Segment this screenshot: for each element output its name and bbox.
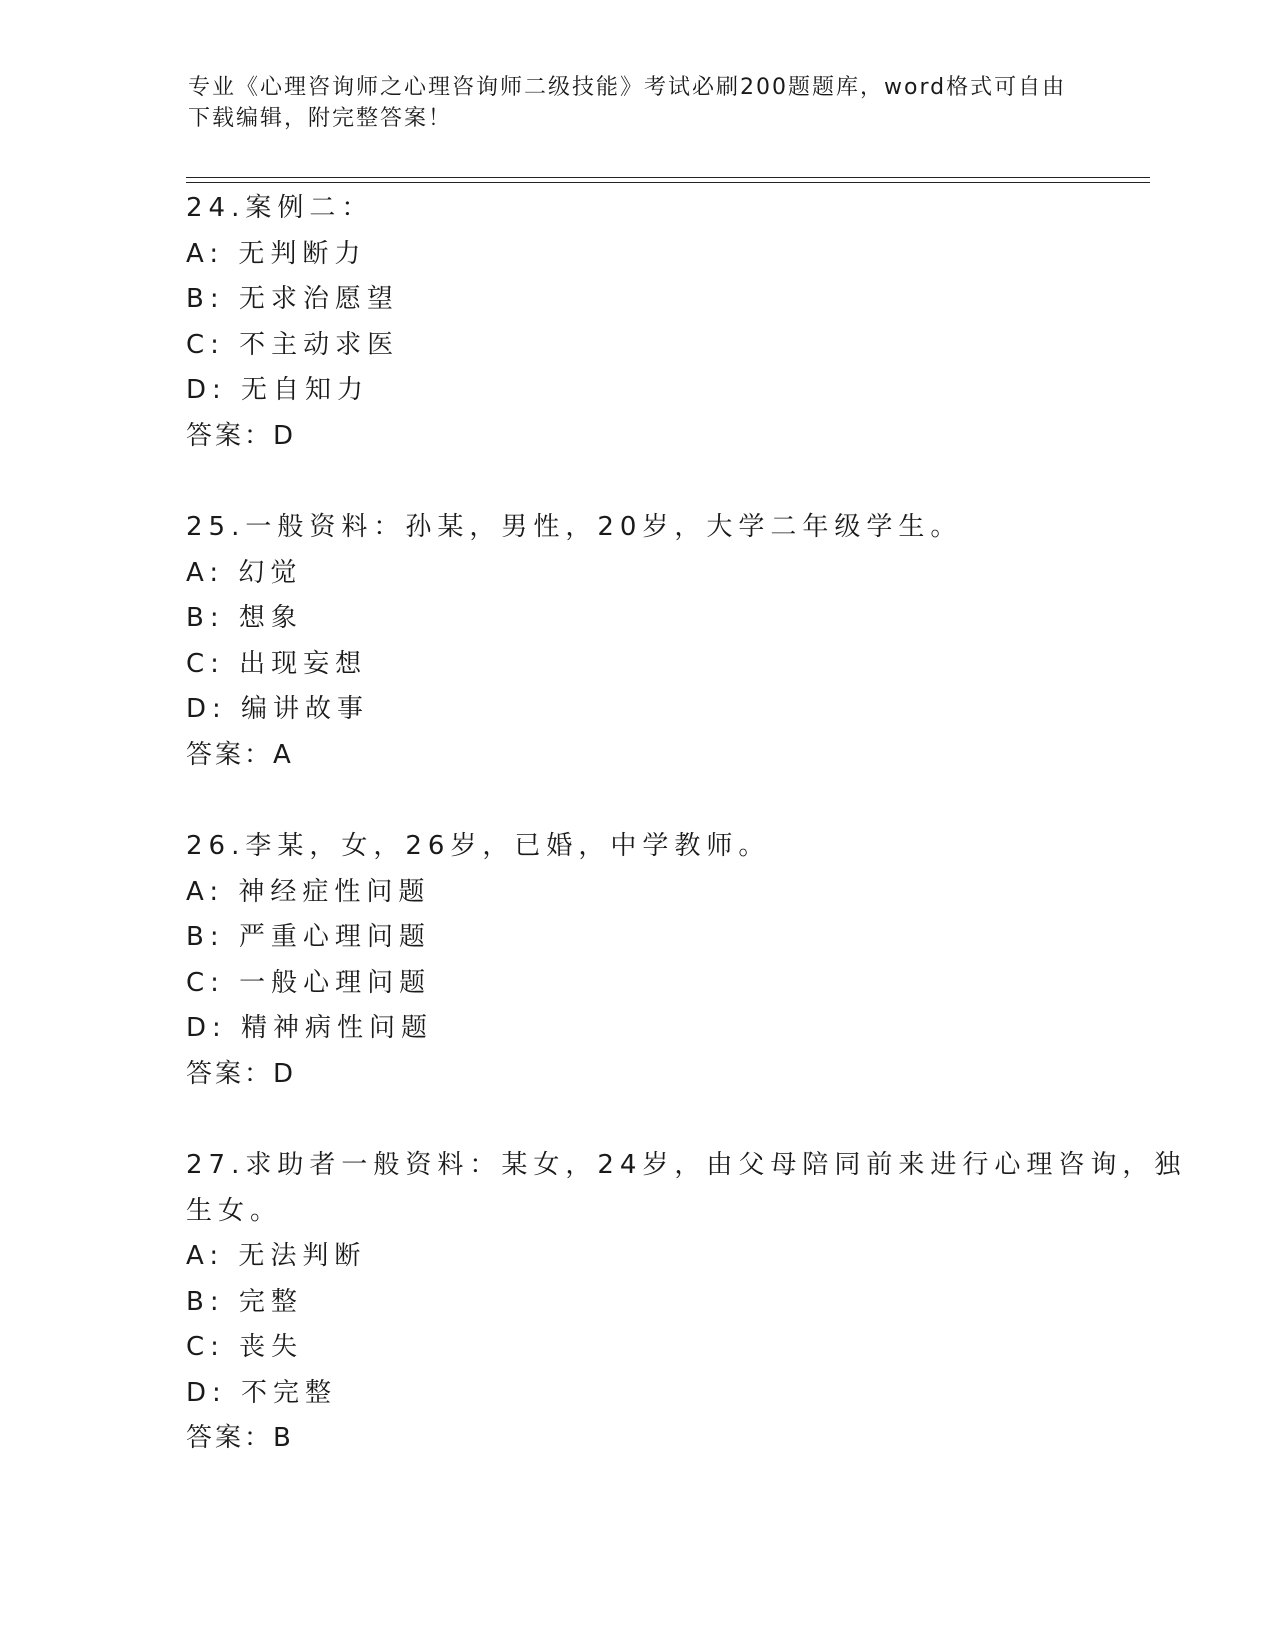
header-text: 专业《心理咨询师之心理咨询师二级技能》考试必刷200题题库，word格式可自由下载编辑，附完整答案！ (188, 75, 1067, 131)
question-stem-line-1: 27.求助者一般资料：某女，24岁，由父母陪同前来进行心理咨询，独 (186, 1150, 1187, 1180)
answer-label: 答案：A (186, 739, 294, 770)
answer-label: 答案：D (186, 1058, 297, 1089)
question-stem-line-2: 生女。 (186, 1195, 283, 1226)
question-26 (186, 824, 1086, 1097)
option-a: A: 无判断力 (186, 238, 367, 269)
option-c: C: 丧失 (186, 1332, 304, 1362)
answer-label: 答案：D (186, 420, 297, 451)
question-stem: 25.一般资料：孙某，男性，20岁，大学二年级学生。 (186, 512, 963, 542)
option-b: B: 想象 (186, 603, 303, 633)
option-d: D: 编讲故事 (186, 694, 370, 724)
option-a: A: 神经症性问题 (186, 876, 431, 907)
question-27 (186, 1143, 1187, 1462)
option-c: C: 出现妄想 (186, 648, 368, 679)
question-24 (186, 186, 1086, 459)
document-header (188, 72, 1068, 134)
option-b: B: 完整 (186, 1286, 303, 1317)
question-stem: 26.李某，女，26岁，已婚，中学教师。 (186, 831, 771, 861)
option-a: A: 幻觉 (186, 557, 303, 588)
header-divider-bottom (186, 182, 1150, 183)
question-stem: 24.案例二： (186, 193, 374, 223)
header-divider-top (186, 177, 1150, 178)
option-d: D: 无自知力 (186, 375, 370, 405)
option-c: C: 不主动求医 (186, 329, 400, 360)
question-25 (186, 505, 1086, 778)
option-d: D: 精神病性问题 (186, 1013, 434, 1043)
option-a: A: 无法判断 (186, 1241, 367, 1271)
option-d: D: 不完整 (186, 1377, 338, 1408)
option-c: C: 一般心理问题 (186, 967, 432, 998)
option-b: B: 无求治愿望 (186, 284, 399, 314)
answer-label: 答案：B (186, 1423, 294, 1453)
option-b: B: 严重心理问题 (186, 922, 431, 952)
